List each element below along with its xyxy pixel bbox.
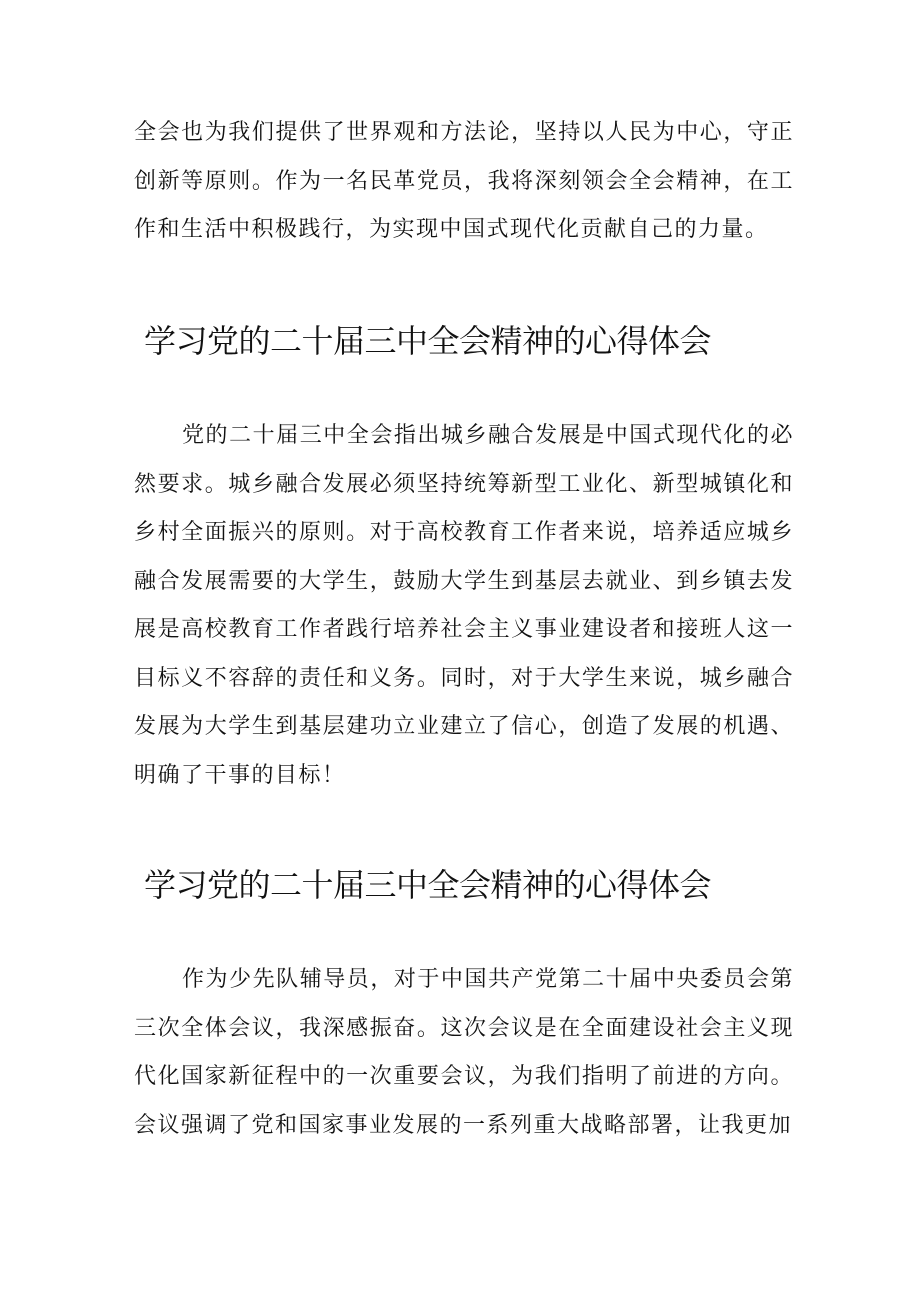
section-heading: 学习党的二十届三中全会精神的心得体会 (144, 866, 712, 904)
body-paragraph: 党的二十届三中全会指出城乡融合发展是中国式现代化的必然要求。城乡融合发展必须坚持统筹新型工业化、新型城镇化和乡村全面振兴的原则。对于高校教育工作者来说，培养适应城乡融合发展需要的大学生，鼓励大学生到基层去就业、到乡镇去发展是高校教育工作者践行培养社会主义事业建设者和接班人这一目标义不容辞的责任和义务。同时，对于大学生来说，城乡融合发展为大学生到基层建功立业建立了信心，创造了发展的机遇、明确了干事的目标！ (134, 423, 794, 788)
body-paragraph: 全会也为我们提供了世界观和方法论，坚持以人民为中心，守正创新等原则。作为一名民革党员，我将深刻领会全会精神，在工作和生活中积极践行，为实现中国式现代化贡献自己的力量。 (134, 120, 794, 242)
body-paragraph: 作为少先队辅导员，对于中国共产党第二十届中央委员会第三次全体会议，我深感振奋。这次会议是在全面建设社会主义现代化国家新征程中的一次重要会议，为我们指明了前进的方向。会议强调了党和国家事业发展的一系列重大战略部署，让我更加 (134, 967, 794, 1138)
section-heading: 学习党的二十届三中全会精神的心得体会 (144, 322, 712, 360)
